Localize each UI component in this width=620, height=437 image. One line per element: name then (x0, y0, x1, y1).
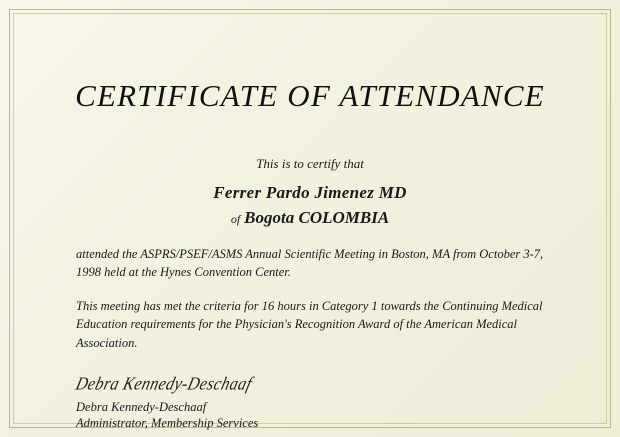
origin-place: Bogota COLOMBIA (244, 208, 390, 227)
origin-prefix: of (230, 212, 241, 226)
signer-role: Administrator, Membership Services (76, 415, 259, 430)
recipient-origin (58, 208, 562, 228)
credit-paragraph: This meeting has met the criteria for 16 hours in Category 1 towards the Continuing Medical Education requirements for the Physician's Recognition Award of the American Medical Association. (76, 299, 543, 350)
signature-block (58, 374, 562, 431)
recipient-name: Ferrer Pardo Jimenez MD (213, 183, 407, 202)
attendance-paragraph: attended the ASPRS/PSEF/ASMS Annual Scientific Meeting in Boston, MA from October 3-7, 1998 held at the Hynes Convention Center. (76, 247, 544, 280)
signer-name: Debra Kennedy-Deschaaf (76, 399, 207, 414)
handwritten-signature: Debra Kennedy-Deschaaf (73, 374, 255, 394)
certify-statement: This is to certify that (256, 156, 364, 171)
certificate-title: CERTIFICATE OF ATTENDANCE (75, 78, 545, 113)
